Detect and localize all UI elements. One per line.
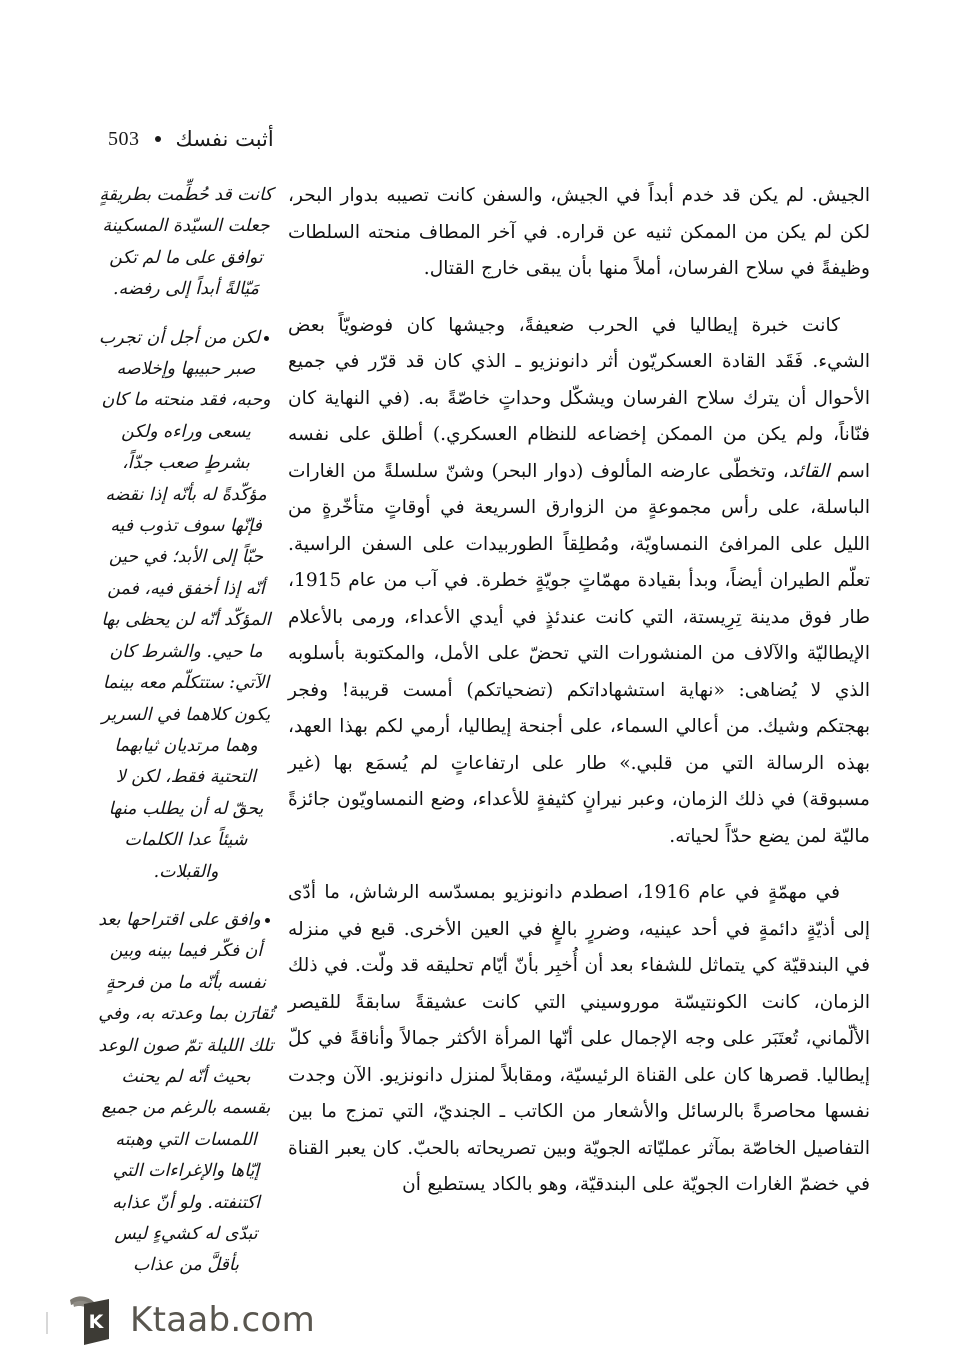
sidenote-text: وافق على اقتراحها بعد أن فكّر فيما بينه وبين نفسه بأنّه ما من فرحةٍ تُقارَن بما وعدته به، وفي تلك الليلة تمّ صون الوعد بحيث أنّه لم يحنث بقسمه بالرغم من جميع اللمسات التي وهبته إيّاها والإغراءات التي اكتنفته. ولو أنّ عذابه تبدّى له كشيءٍ ليس بأقلَّ من عذاب — [98, 909, 274, 1276]
site-watermark — [68, 1288, 315, 1352]
paragraph: الجيش. لم يكن قد خدم أبداً في الجيش، والسفن كانت تصيبه بدوار البحر، لكن لم يكن من الممكن ثنيه عن قراره. في آخر المطاف منحته السلطات وظيفةً في سلاح الفرسان، أملاً منها بأن يبقى خارج القتال. — [288, 185, 870, 279]
chapter-title: أثبت نفسك — [175, 126, 274, 151]
body-area — [98, 178, 870, 1276]
sidenote-block — [98, 323, 274, 888]
bullet-icon — [264, 336, 269, 341]
paragraph — [288, 308, 870, 856]
page-edge-artifact — [46, 1312, 48, 1334]
sidenote-block — [98, 905, 274, 1282]
running-header — [108, 122, 408, 156]
italic-work-title: القائد — [788, 460, 830, 482]
sidenote-text: لكن من أجل أن تجرب صبر حبيبها وإخلاصه وحبه، فقد منحته ما كان يسعى وراءه ولكن بشرطٍ صعب جدّاً، مؤكّدةً له بأنّه إذا نقضه فإنّها سوف تذوب فيه حبّاً إلى الأبد؛ في حين أنّه إذا أخفق فيه، فمن المؤكّد أنّه لن يحظى بها ما حيي. والشرط كان الآتي: ستتكلّم معه بينما يكون كلاهما في السرير وهما مرتديان ثيابهما التحتية فقط، لكن لا يحقّ له أن يطلب منها شيئاً عدا الكلمات والقبلات. — [98, 327, 271, 882]
header-separator-dot — [155, 136, 161, 142]
page-number: 503 — [108, 128, 140, 150]
book-logo-icon — [68, 1292, 116, 1348]
bullet-icon — [265, 918, 270, 923]
main-text-column — [288, 178, 870, 1204]
watermark-label: Ktaab.com — [130, 1300, 316, 1340]
paragraph: في مهمّةٍ في عام 1916، اصطدم دانونزيو بمسدّسه الرشاش، ما أدّى إلى أذيّةٍ دائمةٍ في أحد عينيه، وضررٍ بالغٍ في العين الأخرى. قبع في منزله في البندقيّة كي يتماثل للشفاء بعد أن أُخبِر بأنّ أيّام تحليقه قد ولّت. في ذلك الزمان، كانت الكونتيسّة موروسيني التي كانت عشيقةً سابقةً للقيصر الألّماني، تُعتَبَر على وجه الإجمال على أنّها المرأة الأكثر جمالاً وأناقةً في كلّ إيطاليا. قصرها كان على القناة الرئيسيّة، ومقابلاً لمنزل دانونزيو. الآن وجدت نفسها محاصرةً بالرسائل والأشعار من الكاتب ـ الجنديّ، التي تمزج ما بين التفاصيل الخاصّة بمآثر عمليّاته الجويّة وبين تصريحاته بالحبّ. كان يعبر القناة في خضمّ الغارات الجويّة على البندقيّة، وهو بالكاد يستطيع أن — [288, 882, 870, 1195]
sidenote-column — [98, 180, 274, 1282]
svg-text:K: K — [88, 1311, 104, 1333]
paragraph-text-part: كانت خبرة إيطاليا في الحرب ضعيفةً، وجيشها كان فوضويّاً بعض الشيء. فَقَد القادة العسكريّون أثر دانونزيو ـ الذي كان قد قرّر في جميع الأحوال أن يترك سلاح الفرسان ويشكّل وحداتٍ خاصّةً به. (في النهاية كان فنّاناً، ولم يكن من الممكن إخضاعه للنظام العسكري.) أطلق على نفسه اسم — [288, 314, 870, 482]
sidenote-block: كانت قد حُطِّمت بطريقةٍ جعلت السيّدة المسكينة توافق على ما لم تكن مَيّالةً أبداً إلى رفضه. — [99, 185, 273, 300]
paragraph-text-part: ، وتخطّى عارضه المألوف (دوار البحر) وشنّ سلسلةً من الغارات الباسلة، على رأس مجموعةٍ من الزوارق السريعة في أوقاتٍ متأخّرةٍ من الليل على المرافئ النمساويّة، ومُطلِقاً الطوربيدات على السفن الراسية. تعلّم الطيران أيضاً، وبدأ بقيادة مهمّاتٍ جويّةٍ خطرة. في آب من عام 1915، طار فوق مدينة تِرِيستة، التي كانت عندئذٍ في أيدي الأعداء، ورمى بالأعلام الإيطاليّة والآلاف من المنشورات التي تحضّ على الأمل، والمكتوبة بأسلوبه الذي لا يُضاهى: «نهاية استشهاداتكم (تضحياتكم) أمست قريبة! وفجر بهجتكم وشيك. من أعالي السماء، على أجنحة إيطاليا، أرمي لكم بهذا العهد، بهذه الرسالة التي من قلبي.» طار على ارتفاعاتٍ لم يُسمَع بها (غير مسبوقة) في ذلك الزمان، وعبر نيرانٍ كثيفةٍ للأعداء، وضع النمساويّون جائزةً ماليّة لمن يضع حدّاً لحياته. — [288, 460, 870, 847]
